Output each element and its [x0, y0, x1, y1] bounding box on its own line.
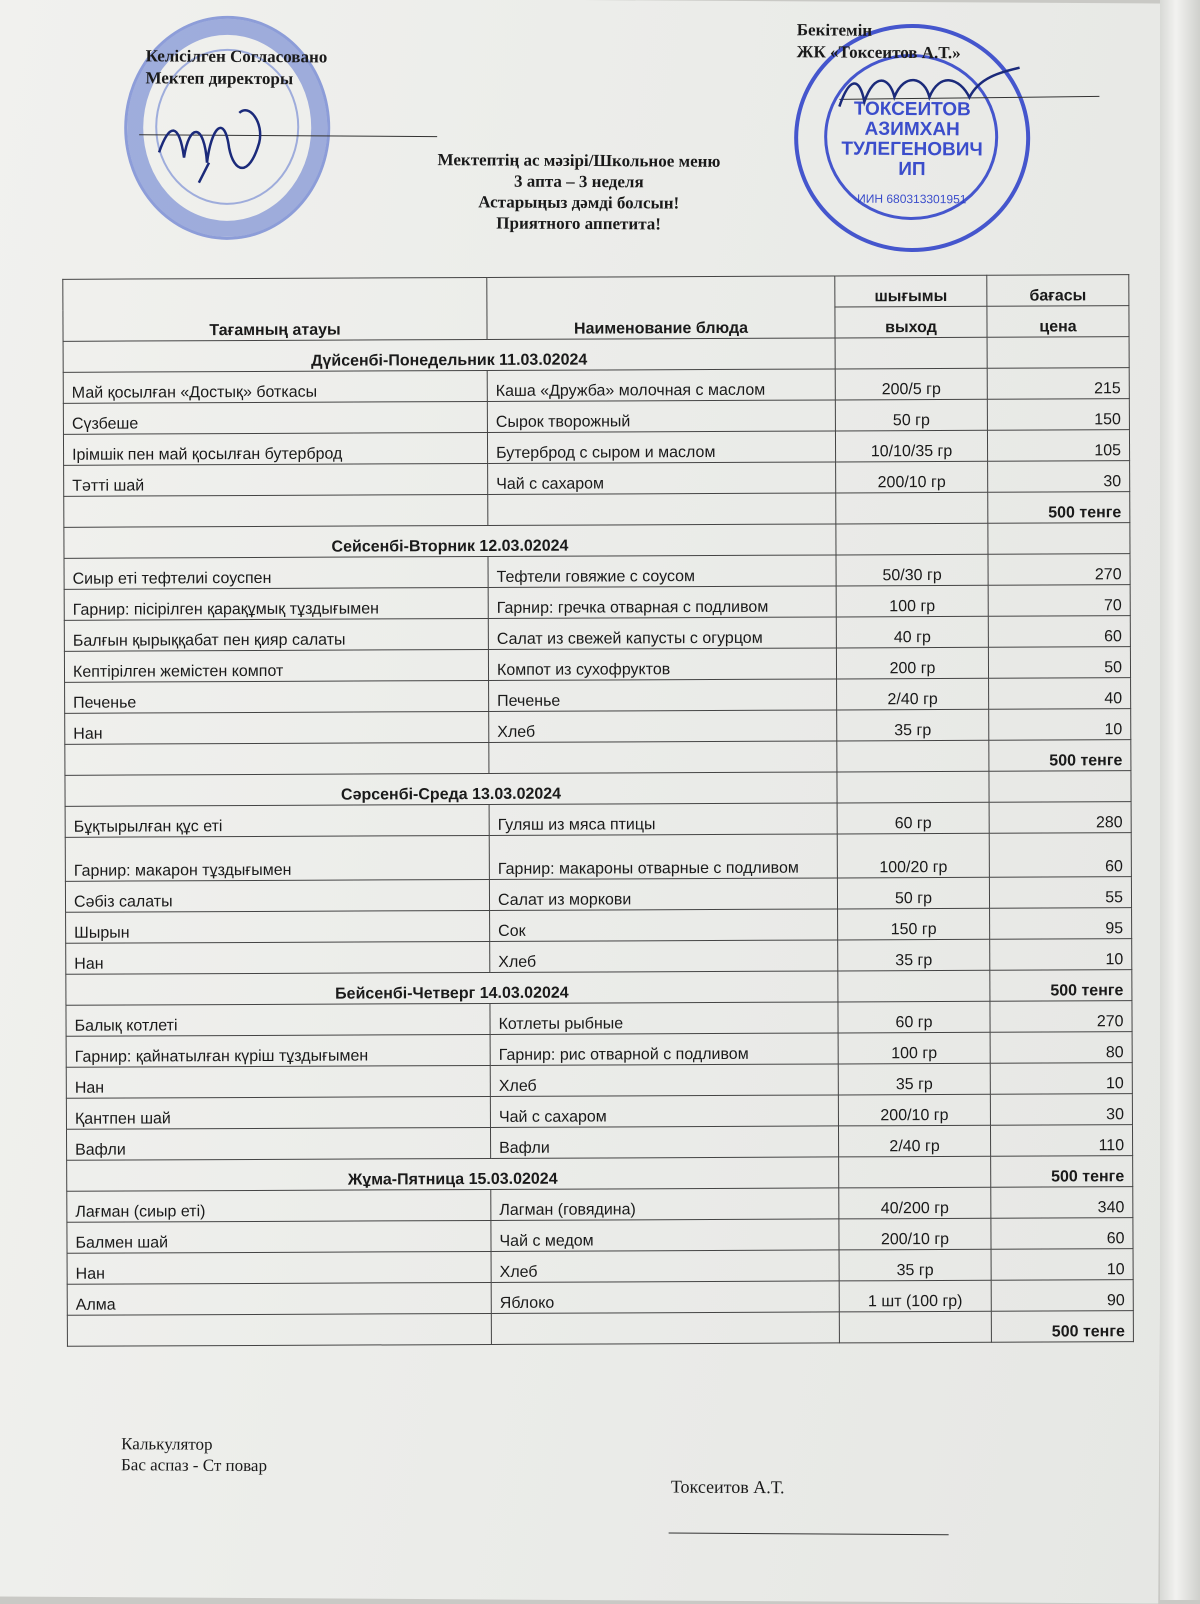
day-label: Бейсенбі-Четверг 14.03.02024	[66, 971, 838, 1005]
dish-output: 200/5 гр	[835, 368, 987, 400]
dish-output: 35 гр	[837, 709, 989, 741]
table-row	[67, 1187, 1133, 1223]
signature-right	[829, 57, 1029, 128]
table-row	[67, 1218, 1133, 1254]
dish-ru: Котлеты рыбные	[490, 1002, 838, 1035]
dish-kz: Шырын	[66, 910, 490, 943]
dish-output: 60 гр	[838, 1001, 990, 1033]
dish-kz: Балғын қырыққабат пен қияр салаты	[64, 618, 488, 651]
col-header-price-kz: бағасы	[987, 275, 1129, 307]
dish-output: 200/10 гр	[839, 1218, 991, 1250]
approval-left-line1: Келісілген Согласовано	[145, 46, 328, 67]
dish-kz: Печенье	[65, 680, 489, 713]
dish-ru: Гарнир: гречка отварная с подливом	[488, 586, 836, 619]
dish-ru: Печенье	[489, 679, 837, 712]
dish-price: 60	[988, 616, 1130, 648]
dish-output: 2/40 гр	[837, 678, 989, 710]
dish-output: 35 гр	[838, 1063, 990, 1095]
table-row	[63, 399, 1129, 435]
table-row	[63, 368, 1129, 404]
dish-ru: Хлеб	[490, 1064, 838, 1097]
dish-price: 60	[991, 1218, 1133, 1250]
dish-kz: Кептірілген жемістен компот	[64, 649, 488, 682]
day-row	[64, 523, 1130, 559]
dish-output: 35 гр	[839, 1249, 991, 1281]
dish-kz: Нан	[66, 1065, 490, 1098]
dish-ru: Чай с медом	[491, 1219, 839, 1252]
dish-ru: Салат из моркови	[489, 878, 837, 911]
dish-price: 80	[990, 1032, 1132, 1064]
dish-output: 2/40 гр	[838, 1125, 990, 1157]
dish-kz: Гарнир: макарон тұздығымен	[65, 835, 489, 881]
title-line3: Астарыңыз дәмді болсын!	[478, 192, 680, 213]
dish-ru: Компот из сухофруктов	[488, 648, 836, 681]
dish-kz: Сиыр еті тефтелиі соуспен	[64, 556, 488, 589]
dish-ru: Чай с сахаром	[488, 462, 836, 495]
dish-price: 50	[988, 647, 1130, 679]
col-header-ru: Наименование блюда	[487, 276, 835, 340]
day-label: Дүйсенбі-Понедельник 11.03.02024	[63, 338, 835, 372]
dish-price: 10	[989, 709, 1131, 741]
table-row	[65, 877, 1131, 913]
dish-ru: Сок	[490, 909, 838, 942]
dish-ru: Гарнир: рис отварной с подливом	[490, 1033, 838, 1066]
approval-right-line1: Бекітемін	[796, 20, 873, 40]
dish-ru: Гарнир: макароны отварные с подливом	[489, 834, 837, 880]
table-row	[66, 1063, 1132, 1099]
dish-kz: Гарнир: қайнатылған күріш тұздығымен	[66, 1034, 490, 1067]
table-row	[65, 833, 1131, 882]
dish-kz: Нан	[66, 941, 490, 974]
day-total: 500 тенге	[991, 1311, 1133, 1343]
dish-price: 60	[989, 833, 1131, 878]
dish-kz: Вафли	[66, 1127, 490, 1160]
dish-ru: Сырок творожный	[487, 400, 835, 433]
dish-ru: Хлеб	[489, 710, 837, 743]
dish-ru: Бутерброд с сыром и маслом	[487, 431, 835, 464]
day-row	[63, 337, 1129, 373]
dish-kz: Ірімшік пен май қосылған бутерброд	[63, 432, 487, 465]
stamp-id: ИИН 680313301951	[857, 191, 967, 207]
table-row	[66, 1125, 1132, 1161]
col-header-out-ru: выход	[835, 306, 987, 338]
total-row	[67, 1311, 1133, 1347]
table-row	[65, 678, 1131, 714]
table-row	[64, 554, 1130, 590]
table-row	[64, 585, 1130, 621]
dish-price: 270	[988, 554, 1130, 586]
dish-price: 95	[990, 908, 1132, 940]
dish-ru: Тефтели говяжие с соусом	[488, 555, 836, 588]
title-line2: 3 апта – 3 неделя	[514, 171, 644, 192]
dish-price: 10	[991, 1249, 1133, 1281]
dish-kz: Тәтті шай	[64, 463, 488, 496]
total-row	[64, 492, 1130, 528]
dish-kz: Май қосылған «Достық» боткасы	[63, 370, 487, 403]
table-row	[67, 1280, 1133, 1316]
dish-kz: Сәбіз салаты	[65, 879, 489, 912]
dish-ru: Каша «Дружба» молочная с маслом	[487, 369, 835, 402]
dish-ru: Салат из свежей капусты с огурцом	[488, 617, 836, 650]
table-row	[66, 939, 1132, 975]
dish-price: 270	[990, 1001, 1132, 1033]
dish-price: 280	[989, 802, 1131, 834]
dish-output: 200/10 гр	[838, 1094, 990, 1126]
dish-kz: Нан	[65, 711, 489, 744]
dish-price: 10	[990, 1063, 1132, 1095]
day-label: Сәрсенбі-Среда 13.03.02024	[65, 772, 837, 806]
table-row	[64, 647, 1130, 683]
dish-price: 70	[988, 585, 1130, 617]
table-row	[64, 461, 1130, 497]
dish-kz: Бұқтырылған құс еті	[65, 804, 489, 837]
dish-output: 150 гр	[838, 908, 990, 940]
day-row	[66, 970, 1132, 1006]
stamp-line-1: ТОКСЕИТОВ	[853, 98, 971, 121]
dish-ru: Гуляш из мяса птицы	[489, 803, 837, 836]
dish-kz: Балмен шай	[67, 1220, 491, 1253]
dish-output: 40 гр	[836, 616, 988, 648]
total-row	[65, 740, 1131, 776]
col-header-out-kz: шығымы	[835, 275, 987, 307]
dish-price: 150	[987, 399, 1129, 431]
dish-price: 340	[991, 1187, 1133, 1219]
menu-table	[62, 274, 1134, 1347]
dish-ru: Вафли	[490, 1126, 838, 1159]
table-row	[63, 430, 1129, 466]
stamp-line-2: АЗИМХАН	[864, 118, 960, 141]
footer-chef: Бас аспаз - Ст повар	[120, 1455, 268, 1476]
dish-kz: Алма	[67, 1282, 491, 1315]
dish-ru: Чай с сахаром	[490, 1095, 838, 1128]
dish-output: 200/10 гр	[836, 461, 988, 493]
dish-kz: Гарнир: пісірілген қарақұмық тұздығымен	[64, 587, 488, 620]
dish-output: 50 гр	[837, 877, 989, 909]
dish-kz: Сүзбеше	[63, 401, 487, 434]
dish-price: 10	[990, 939, 1132, 971]
footer-name: Токсеитов А.Т.	[670, 1476, 785, 1498]
dish-kz: Балық котлеті	[66, 1003, 490, 1036]
table-row	[65, 709, 1131, 745]
dish-output: 40/200 гр	[839, 1187, 991, 1219]
day-total: 500 тенге	[989, 740, 1131, 772]
approval-left-line2: Мектеп директоры	[145, 68, 294, 89]
dish-output: 200 гр	[836, 647, 988, 679]
dish-price: 55	[989, 877, 1131, 909]
dish-kz: Нан	[67, 1251, 491, 1284]
dish-ru: Хлеб	[491, 1250, 839, 1283]
table-row	[66, 908, 1132, 944]
day-row	[67, 1156, 1133, 1192]
day-total: 500 тенге	[990, 970, 1132, 1002]
table-row	[66, 1001, 1132, 1037]
signature-left	[149, 82, 290, 193]
table-row	[65, 802, 1131, 838]
table-row	[66, 1094, 1132, 1130]
dish-price: 110	[990, 1125, 1132, 1157]
dish-price: 105	[987, 430, 1129, 462]
dish-output: 10/10/35 гр	[835, 430, 987, 462]
menu-title	[349, 149, 810, 236]
dish-ru: Лагман (говядина)	[491, 1188, 839, 1221]
day-total: 500 тенге	[991, 1156, 1133, 1188]
title-line4: Приятного аппетита!	[496, 213, 662, 234]
dish-output: 100/20 гр	[837, 833, 989, 878]
dish-price: 30	[988, 461, 1130, 493]
page-edge	[1160, 0, 1200, 1600]
table-row	[67, 1249, 1133, 1285]
dish-price: 40	[989, 678, 1131, 710]
dish-output: 35 гр	[838, 939, 990, 971]
day-label: Сейсенбі-Вторник 12.03.02024	[64, 524, 836, 558]
dish-output: 1 шт (100 гр)	[839, 1280, 991, 1312]
day-total: 500 тенге	[988, 492, 1130, 524]
table-row	[66, 1032, 1132, 1068]
dish-kz: Қантпен шай	[66, 1096, 490, 1129]
dish-kz: Лағман (сиыр еті)	[67, 1189, 491, 1222]
dish-ru: Хлеб	[490, 940, 838, 973]
footer-calculator: Калькулятор	[121, 1434, 213, 1454]
col-header-price-ru: цена	[987, 306, 1129, 338]
col-header-kz: Тағамның атауы	[63, 277, 487, 341]
dish-output: 50/30 гр	[836, 554, 988, 586]
footer-left	[121, 1433, 267, 1476]
day-row	[65, 771, 1131, 807]
stamp-line-4: ИП	[898, 158, 926, 181]
dish-output: 50 гр	[835, 399, 987, 431]
day-label: Жұма-Пятница 15.03.02024	[67, 1157, 839, 1191]
dish-output: 100 гр	[838, 1032, 990, 1064]
dish-price: 215	[987, 368, 1129, 400]
dish-output: 60 гр	[837, 802, 989, 834]
dish-price: 90	[991, 1280, 1133, 1312]
dish-ru: Яблоко	[491, 1281, 839, 1314]
approval-right-line2: ЖК «Токсеитов А.Т.»	[796, 42, 961, 63]
footer-signature-line	[669, 1533, 949, 1536]
table-row	[64, 616, 1130, 652]
dish-output: 100 гр	[836, 585, 988, 617]
stamp-line-3: ТУЛЕГЕНОВИЧ	[841, 138, 983, 161]
dish-price: 30	[990, 1094, 1132, 1126]
title-line1: Мектептің ас мәзірі/Школьное меню	[437, 150, 721, 171]
